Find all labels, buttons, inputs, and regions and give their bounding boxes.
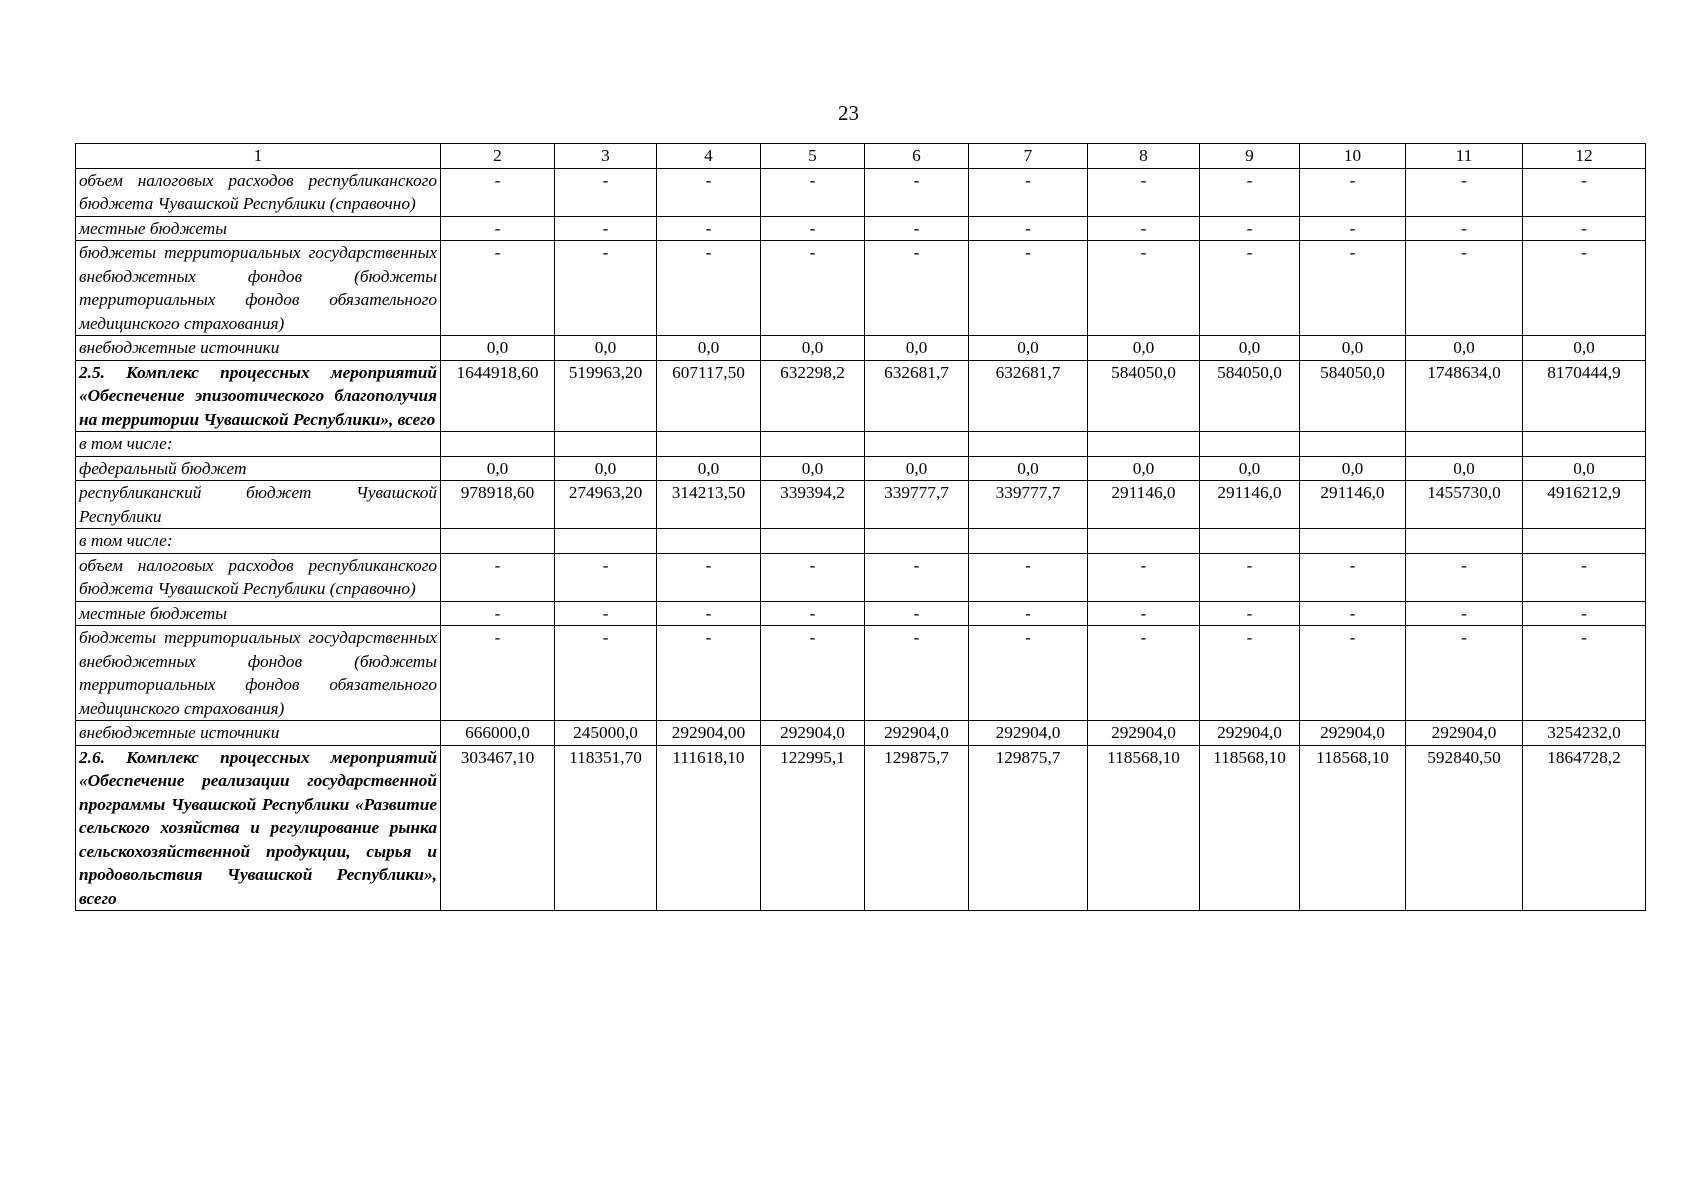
value-cell (1406, 529, 1523, 554)
value-cell (1200, 432, 1300, 457)
table-row (76, 336, 1646, 361)
value-cell: - (1406, 241, 1523, 336)
value-cell (969, 432, 1088, 457)
value-cell: - (1088, 216, 1200, 241)
value-cell: - (1406, 168, 1523, 216)
value-cell (1300, 529, 1406, 554)
value-cell: - (441, 626, 555, 721)
value-cell: 0,0 (865, 336, 969, 361)
value-cell: - (1088, 168, 1200, 216)
value-cell: - (1300, 601, 1406, 626)
row-label: объем налоговых расходов республиканского бюджета Чувашской Республики (справочно) (76, 168, 441, 216)
column-header: 5 (761, 144, 865, 169)
value-cell: - (657, 601, 761, 626)
table-row (76, 168, 1646, 216)
value-cell: 0,0 (1300, 336, 1406, 361)
value-cell: 292904,0 (969, 721, 1088, 746)
value-cell: - (1300, 626, 1406, 721)
value-cell (761, 529, 865, 554)
value-cell: - (1406, 601, 1523, 626)
value-cell: 118568,10 (1200, 745, 1300, 911)
value-cell: 632681,7 (969, 360, 1088, 432)
value-cell: - (969, 553, 1088, 601)
value-cell (865, 432, 969, 457)
value-cell: - (1200, 241, 1300, 336)
value-cell: 978918,60 (441, 481, 555, 529)
column-header: 4 (657, 144, 761, 169)
value-cell: 122995,1 (761, 745, 865, 911)
row-label: внебюджетные источники (76, 721, 441, 746)
value-cell: 0,0 (1523, 456, 1646, 481)
value-cell: - (1300, 553, 1406, 601)
value-cell: - (441, 553, 555, 601)
value-cell (1523, 529, 1646, 554)
value-cell: - (969, 168, 1088, 216)
value-cell: 632298,2 (761, 360, 865, 432)
value-cell: - (969, 626, 1088, 721)
table-row (76, 456, 1646, 481)
value-cell: 1644918,60 (441, 360, 555, 432)
value-cell: 0,0 (1088, 456, 1200, 481)
table-row (76, 626, 1646, 721)
value-cell: 118568,10 (1088, 745, 1200, 911)
value-cell: 0,0 (969, 456, 1088, 481)
column-header: 1 (76, 144, 441, 169)
value-cell: 519963,20 (555, 360, 657, 432)
value-cell: - (865, 626, 969, 721)
value-cell (555, 432, 657, 457)
value-cell: 0,0 (1088, 336, 1200, 361)
value-cell: - (1200, 601, 1300, 626)
table-row (76, 601, 1646, 626)
value-cell: 0,0 (1200, 336, 1300, 361)
value-cell: 291146,0 (1088, 481, 1200, 529)
value-cell: 0,0 (441, 456, 555, 481)
value-cell (657, 529, 761, 554)
value-cell (441, 432, 555, 457)
value-cell: - (555, 168, 657, 216)
value-cell: - (865, 601, 969, 626)
value-cell: - (969, 601, 1088, 626)
column-header: 7 (969, 144, 1088, 169)
value-cell: - (1200, 626, 1300, 721)
value-cell: 292904,0 (1300, 721, 1406, 746)
value-cell: - (657, 168, 761, 216)
row-label: местные бюджеты (76, 601, 441, 626)
table-row (76, 432, 1646, 457)
value-cell: - (555, 626, 657, 721)
value-cell: 339394,2 (761, 481, 865, 529)
value-cell (969, 529, 1088, 554)
row-label: федеральный бюджет (76, 456, 441, 481)
table-row (76, 481, 1646, 529)
value-cell: - (657, 216, 761, 241)
value-cell: 111618,10 (657, 745, 761, 911)
value-cell: - (1088, 626, 1200, 721)
value-cell: - (1406, 216, 1523, 241)
value-cell: - (761, 216, 865, 241)
value-cell (1300, 432, 1406, 457)
value-cell: 303467,10 (441, 745, 555, 911)
value-cell: - (865, 168, 969, 216)
value-cell: 292904,0 (1406, 721, 1523, 746)
value-cell: 0,0 (1523, 336, 1646, 361)
value-cell: - (1406, 626, 1523, 721)
value-cell: - (1523, 601, 1646, 626)
value-cell: 129875,7 (969, 745, 1088, 911)
value-cell: - (441, 601, 555, 626)
value-cell: 291146,0 (1200, 481, 1300, 529)
value-cell: - (761, 626, 865, 721)
value-cell: 0,0 (555, 456, 657, 481)
value-cell: - (555, 601, 657, 626)
column-header: 8 (1088, 144, 1200, 169)
column-header: 3 (555, 144, 657, 169)
value-cell: 8170444,9 (1523, 360, 1646, 432)
value-cell: 339777,7 (969, 481, 1088, 529)
value-cell: - (761, 168, 865, 216)
value-cell: - (1088, 241, 1200, 336)
table-row (76, 721, 1646, 746)
value-cell (1088, 529, 1200, 554)
row-label: 2.6. Комплекс процессных мероприятий «Обеспечение реализации государственной программы Чувашской Республики «Развитие сельского хозяйства и регулирование рынка сельскохозяйственной продукции, сырья и продовольствия Чувашской Республики», всего (76, 745, 441, 911)
row-label: в том числе: (76, 529, 441, 554)
value-cell: 292904,0 (1200, 721, 1300, 746)
table-row (76, 553, 1646, 601)
table-row (76, 529, 1646, 554)
value-cell: 0,0 (761, 456, 865, 481)
row-label: 2.5. Комплекс процессных мероприятий «Обеспечение эпизоотического благополучия на территории Чувашской Республики», всего (76, 360, 441, 432)
row-label: в том числе: (76, 432, 441, 457)
value-cell (657, 432, 761, 457)
value-cell: 632681,7 (865, 360, 969, 432)
value-cell: 666000,0 (441, 721, 555, 746)
row-label: внебюджетные источники (76, 336, 441, 361)
column-header: 10 (1300, 144, 1406, 169)
value-cell: 0,0 (1406, 336, 1523, 361)
value-cell: 0,0 (657, 336, 761, 361)
value-cell: - (1200, 216, 1300, 241)
value-cell: - (969, 216, 1088, 241)
value-cell: - (657, 241, 761, 336)
row-label: республиканский бюджет Чувашской Республики (76, 481, 441, 529)
value-cell: - (761, 601, 865, 626)
column-header: 9 (1200, 144, 1300, 169)
value-cell: - (441, 168, 555, 216)
value-cell: - (555, 216, 657, 241)
column-number-row (76, 144, 1646, 169)
value-cell: 339777,7 (865, 481, 969, 529)
table-row (76, 745, 1646, 911)
value-cell: - (1523, 241, 1646, 336)
page-number: 23 (838, 101, 859, 125)
value-cell: 592840,50 (1406, 745, 1523, 911)
value-cell: - (761, 553, 865, 601)
value-cell: - (761, 241, 865, 336)
value-cell: 0,0 (555, 336, 657, 361)
value-cell (1523, 432, 1646, 457)
value-cell: 0,0 (969, 336, 1088, 361)
value-cell: 292904,0 (1088, 721, 1200, 746)
value-cell: - (1300, 216, 1406, 241)
value-cell: 607117,50 (657, 360, 761, 432)
value-cell: - (1523, 553, 1646, 601)
value-cell: - (657, 553, 761, 601)
value-cell: 584050,0 (1088, 360, 1200, 432)
value-cell: 118568,10 (1300, 745, 1406, 911)
value-cell: 1748634,0 (1406, 360, 1523, 432)
column-header: 12 (1523, 144, 1646, 169)
value-cell: 0,0 (865, 456, 969, 481)
value-cell: - (969, 241, 1088, 336)
value-cell: - (1088, 553, 1200, 601)
value-cell: - (865, 216, 969, 241)
table-row (76, 241, 1646, 336)
value-cell: 1455730,0 (1406, 481, 1523, 529)
row-label: бюджеты территориальных государственных внебюджетных фондов (бюджеты территориальных фондов обязательного медицинского страхования) (76, 626, 441, 721)
value-cell: - (1523, 168, 1646, 216)
value-cell: 292904,0 (865, 721, 969, 746)
value-cell (441, 529, 555, 554)
value-cell: 291146,0 (1300, 481, 1406, 529)
table-row (76, 360, 1646, 432)
value-cell: 4916212,9 (1523, 481, 1646, 529)
value-cell: - (1300, 241, 1406, 336)
value-cell: 0,0 (761, 336, 865, 361)
table-body (76, 144, 1646, 911)
value-cell: - (865, 241, 969, 336)
value-cell: 292904,00 (657, 721, 761, 746)
value-cell: - (1406, 553, 1523, 601)
value-cell: - (555, 241, 657, 336)
table-row (76, 216, 1646, 241)
value-cell: 0,0 (1406, 456, 1523, 481)
value-cell (1088, 432, 1200, 457)
value-cell (761, 432, 865, 457)
value-cell (1200, 529, 1300, 554)
value-cell: - (1200, 553, 1300, 601)
value-cell: 0,0 (657, 456, 761, 481)
value-cell: - (1523, 216, 1646, 241)
value-cell (865, 529, 969, 554)
value-cell: - (1200, 168, 1300, 216)
value-cell: 3254232,0 (1523, 721, 1646, 746)
value-cell (555, 529, 657, 554)
value-cell (1406, 432, 1523, 457)
row-label: бюджеты территориальных государственных внебюджетных фондов (бюджеты территориальных фондов обязательного медицинского страхования) (76, 241, 441, 336)
column-header: 11 (1406, 144, 1523, 169)
value-cell: - (657, 626, 761, 721)
value-cell: 245000,0 (555, 721, 657, 746)
value-cell: 0,0 (1200, 456, 1300, 481)
column-header: 2 (441, 144, 555, 169)
row-label: объем налоговых расходов республиканского бюджета Чувашской Республики (справочно) (76, 553, 441, 601)
value-cell: 129875,7 (865, 745, 969, 911)
budget-table (75, 143, 1646, 911)
value-cell: 0,0 (1300, 456, 1406, 481)
value-cell: 292904,0 (761, 721, 865, 746)
value-cell: 584050,0 (1300, 360, 1406, 432)
value-cell: - (865, 553, 969, 601)
row-label: местные бюджеты (76, 216, 441, 241)
value-cell: - (441, 216, 555, 241)
value-cell: 274963,20 (555, 481, 657, 529)
value-cell: 584050,0 (1200, 360, 1300, 432)
value-cell: - (555, 553, 657, 601)
value-cell: 1864728,2 (1523, 745, 1646, 911)
value-cell: - (1523, 626, 1646, 721)
value-cell: 0,0 (441, 336, 555, 361)
column-header: 6 (865, 144, 969, 169)
value-cell: - (441, 241, 555, 336)
value-cell: 118351,70 (555, 745, 657, 911)
value-cell: - (1088, 601, 1200, 626)
value-cell: - (1300, 168, 1406, 216)
value-cell: 314213,50 (657, 481, 761, 529)
